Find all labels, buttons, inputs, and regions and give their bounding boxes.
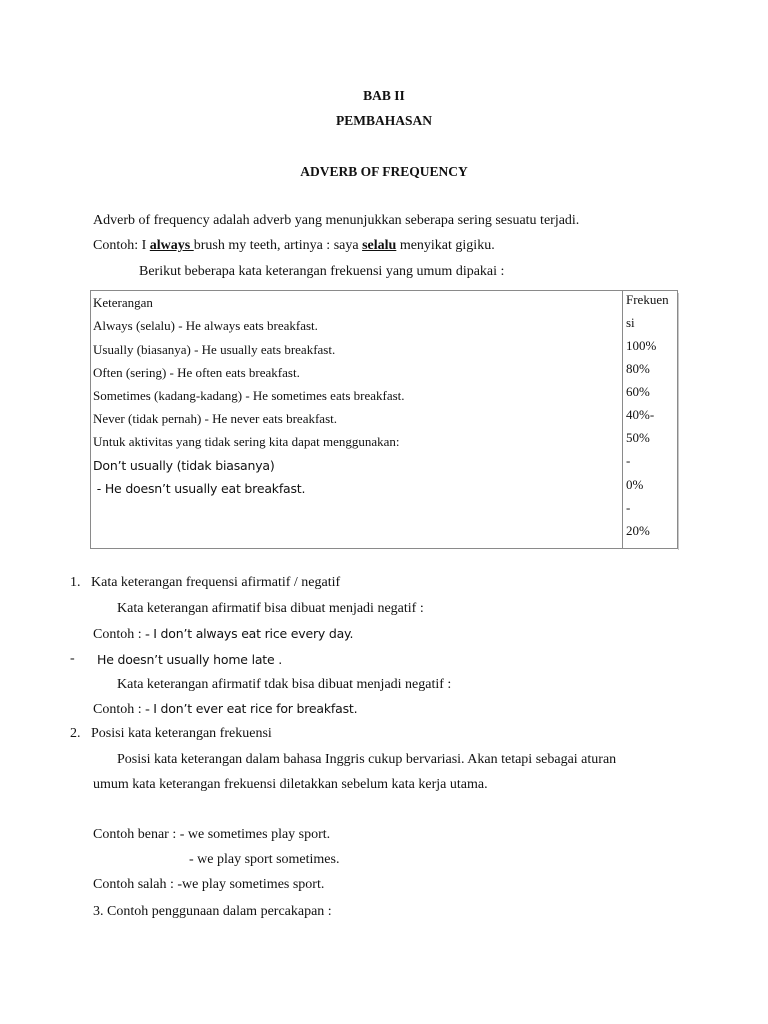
table-row: Often (sering) - He often eats breakfast. (93, 365, 300, 380)
table-shadow (678, 293, 679, 550)
example-text: I don’t always eat rice every day. (153, 626, 354, 641)
example-suffix: menyikat gigiku. (396, 238, 495, 253)
section-1-paragraph-2: Kata keterangan afirmatif tdak bisa dibuat menjadi negatif : (117, 677, 452, 692)
section-1-title: 1. Kata keterangan frequensi afirmatif / negatif (70, 575, 341, 590)
section-1-example-3 (93, 701, 357, 718)
frequency-cell: 50% (626, 430, 650, 445)
frequency-cell: 100% (626, 338, 657, 353)
frequency-cell: 80% (626, 361, 650, 376)
keyword-selalu: selalu (362, 238, 397, 253)
example-text: I don’t ever eat rice for breakfast. (153, 701, 358, 716)
table-column-divider (622, 291, 623, 548)
chapter-title: PEMBAHASAN (335, 113, 432, 128)
section-2-paragraph-line-1: Posisi kata keterangan dalam bahasa Inggris cukup bervariasi. Akan tetapi sebagai aturan (117, 752, 617, 767)
list-bullet: - (70, 651, 75, 666)
table-row: Untuk aktivitas yang tidak sering kita dapat menggunakan: (93, 434, 400, 449)
example-prefix: Contoh: I (93, 238, 150, 253)
definition-paragraph: Adverb of frequency adalah adverb yang menunjukkan seberapa sering sesuatu terjadi. (93, 213, 580, 228)
frequency-cell: si (626, 315, 635, 330)
example-middle: brush my teeth, artinya : saya (193, 238, 363, 253)
table-row: Sometimes (kadang-kadang) - He sometimes eats breakfast. (93, 388, 405, 403)
table-lead-text: Berikut beberapa kata keterangan frekuensi yang umum dipakai : (139, 264, 505, 279)
section-1-example-1 (93, 626, 353, 643)
frequency-cell: - (626, 500, 631, 515)
table-header-keterangan: Keterangan (93, 295, 153, 310)
frequency-cell: 40%- (626, 407, 655, 422)
example-sentence (93, 238, 495, 254)
frequency-cell: 60% (626, 384, 650, 399)
section-1-paragraph-1: Kata keterangan afirmatif bisa dibuat menjadi negatif : (117, 601, 424, 616)
topic-title: ADVERB OF FREQUENCY (300, 164, 468, 179)
chapter-number: BAB II (363, 88, 405, 103)
example-label: Contoh : - (93, 702, 154, 717)
table-row: Always (selalu) - He always eats breakfast. (93, 318, 318, 333)
table-row: Usually (biasanya) - He usually eats breakfast. (93, 342, 336, 357)
frequency-cell: Frekuen (626, 292, 669, 307)
section-2-title: 2. Posisi kata keterangan frekuensi (70, 726, 272, 741)
frequency-cell: 20% (626, 523, 650, 538)
wrong-example: Contoh salah : -we play sometimes sport. (93, 877, 325, 892)
section-1-example-2: He doesn’t usually home late . (97, 652, 283, 667)
correct-example-2: - we play sport sometimes. (189, 852, 340, 867)
section-3-title: 3. Contoh penggunaan dalam percakapan : (93, 904, 332, 919)
table-row: - He doesn’t usually eat breakfast. (93, 481, 306, 496)
frequency-cell: - (626, 453, 631, 468)
correct-example-1: Contoh benar : - we sometimes play sport. (93, 827, 331, 842)
example-label: Contoh : - (93, 627, 154, 642)
table-row: Don’t usually (tidak biasanya) (93, 458, 275, 473)
table-row: Never (tidak pernah) - He never eats breakfast. (93, 411, 337, 426)
frequency-cell: 0% (626, 477, 644, 492)
section-2-paragraph-line-2: umum kata keterangan frekuensi diletakkan sebelum kata kerja utama. (93, 777, 488, 792)
keyword-always: always (149, 238, 194, 253)
